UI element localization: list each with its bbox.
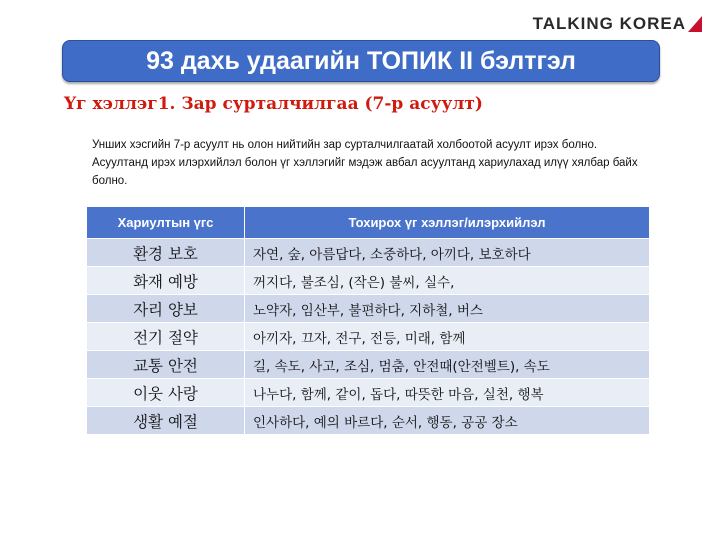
arrow-icon <box>688 16 702 32</box>
related-expressions: 아끼자, 끄자, 전구, 전등, 미래, 함께 <box>245 323 650 351</box>
related-expressions: 인사하다, 예의 바르다, 순서, 행동, 공공 장소 <box>245 407 650 435</box>
table-row <box>87 267 650 295</box>
section-subtitle: Үг хэллэг1. Зар сурталчилгаа (7-р асуулт) <box>64 94 483 114</box>
page-title: 93 дахь удаагийн ТОПИК II бэлтгэл <box>146 46 576 75</box>
related-expressions: 자연, 숲, 아름답다, 소중하다, 아끼다, 보호하다 <box>245 239 650 267</box>
answer-word: 전기 절약 <box>87 323 245 351</box>
related-expressions: 길, 속도, 사고, 조심, 멈춤, 안전때(안전벨트), 속도 <box>245 351 650 379</box>
logo-text: TALKING KOREA <box>532 14 686 33</box>
answer-word: 생활 예절 <box>87 407 245 435</box>
intro-paragraph: Унших хэсгийн 7-р асуулт нь олон нийтийн зар сурталчилгаатай холбоотой асуулт ирэх болно. Асуултанд ирэх илэрхийлэл болон үг хэллэгийг мэдэж авбал асуултанд хариулахад илүү хялбар байх болно. <box>92 139 638 187</box>
table-row <box>87 295 650 323</box>
vocabulary-table <box>86 206 650 435</box>
header-answer-words: Хариултын үгс <box>87 207 245 239</box>
answer-word: 교통 안전 <box>87 351 245 379</box>
answer-word: 환경 보호 <box>87 239 245 267</box>
talking-korea-logo <box>533 14 702 34</box>
related-expressions: 노약자, 임산부, 불편하다, 지하철, 버스 <box>245 295 650 323</box>
answer-word: 화재 예방 <box>87 267 245 295</box>
table-row <box>87 323 650 351</box>
related-expressions: 꺼지다, 불조심, (작은) 불씨, 실수, <box>245 267 650 295</box>
table-row <box>87 379 650 407</box>
table-row <box>87 351 650 379</box>
header-related-expressions: Тохирох үг хэллэг/илэрхийлэл <box>245 207 650 239</box>
title-bar <box>62 40 660 82</box>
table-header-row <box>87 207 650 239</box>
related-expressions: 나누다, 함께, 같이, 돕다, 따뜻한 마음, 실천, 행복 <box>245 379 650 407</box>
answer-word: 이웃 사랑 <box>87 379 245 407</box>
answer-word: 자리 양보 <box>87 295 245 323</box>
table-row <box>87 407 650 435</box>
table-row <box>87 239 650 267</box>
